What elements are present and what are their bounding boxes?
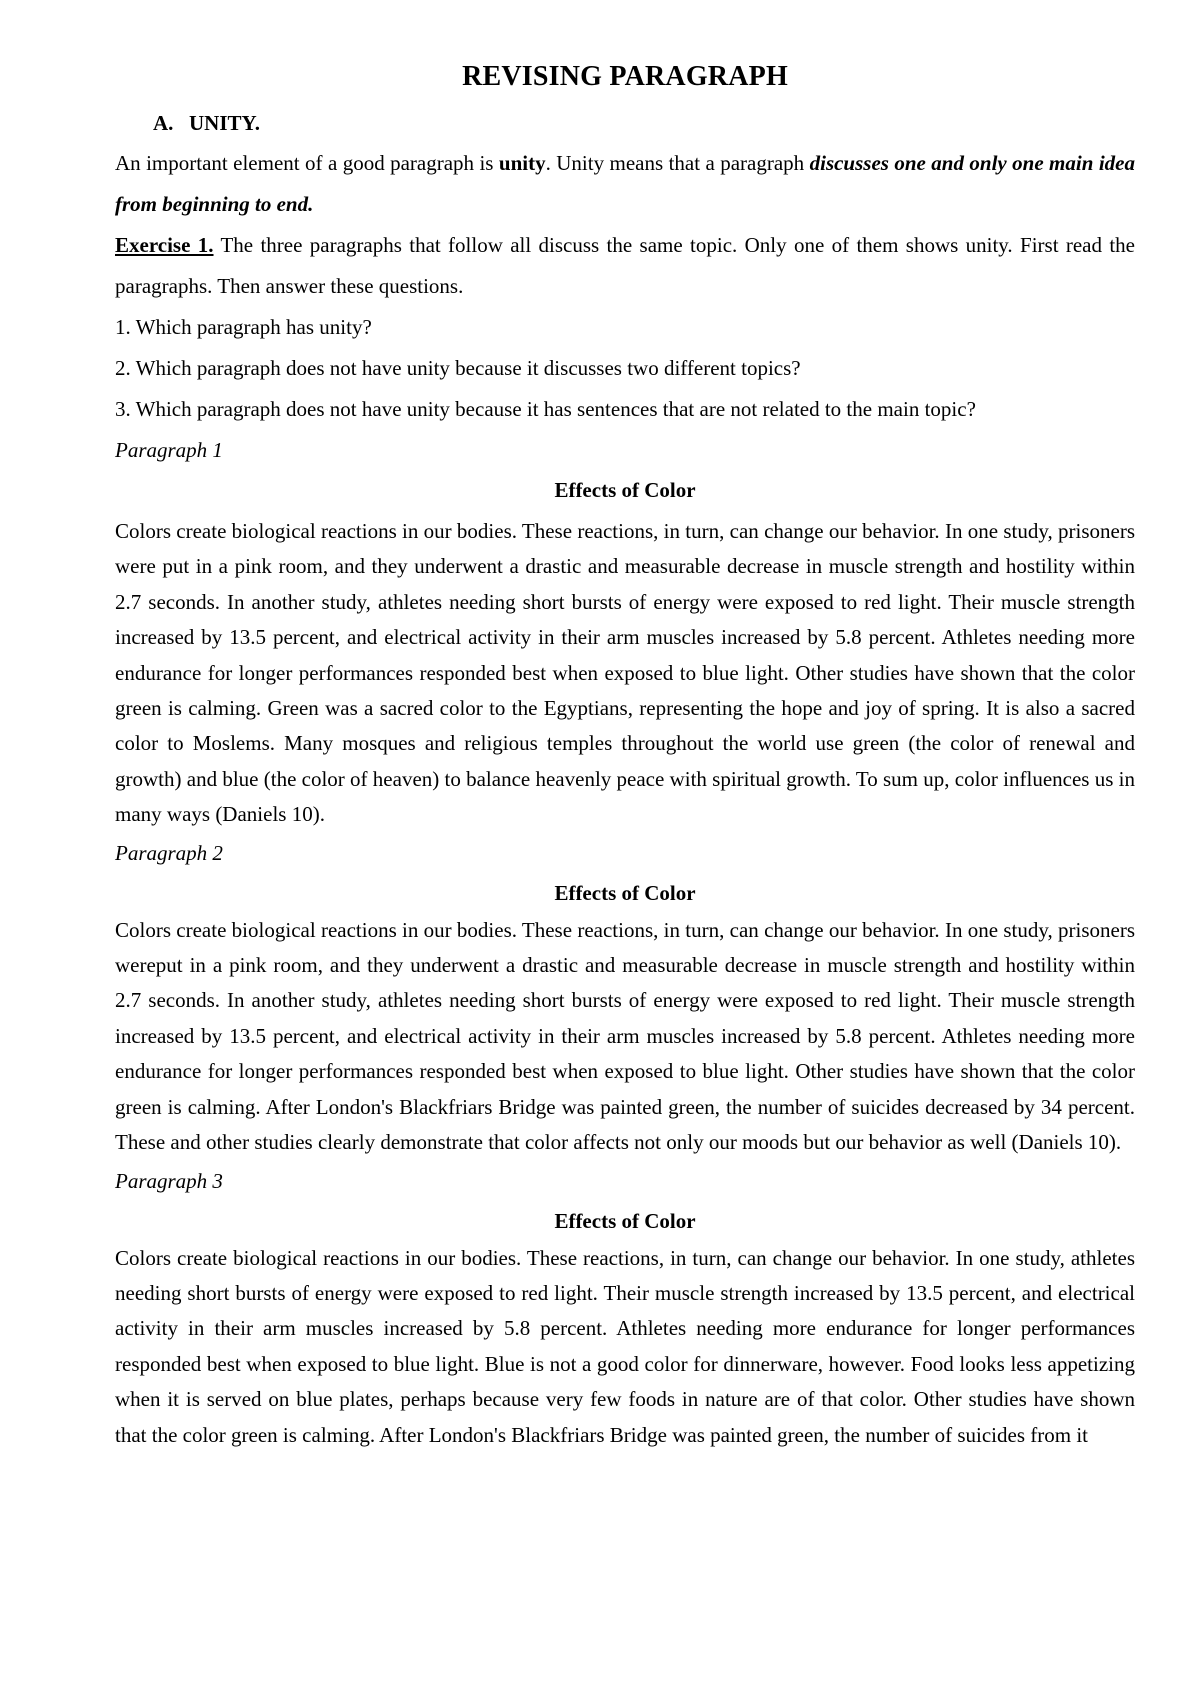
paragraph-1-heading: Effects of Color (554, 478, 696, 502)
question-1: 1. Which paragraph has unity? (115, 315, 372, 339)
intro-text-1: An important element of a good paragraph is (115, 151, 499, 175)
section-heading (115, 103, 1135, 143)
page-title: REVISING PARAGRAPH (462, 61, 788, 92)
intro-emphasis: discusses one and only one main idea from beginning to end. (115, 151, 1135, 216)
question-2: 2. Which paragraph does not have unity because it discusses two different topics? (115, 356, 801, 380)
paragraph-3-text: Colors create biological reactions in our bodies. These reactions, in turn, can change our behavior. In one study, athletes needing short bursts of energy were exposed to red light. Their muscle strength increased by 13.5 percent, and electrical activity in their arm muscles increased by 5.8 percent. Athletes needing more endurance for longer performances responded best when exposed to blue light. Blue is not a good color for dinnerware, however. Food looks less appetizing when it is served on blue plates, perhaps because very few foods in nature are of that color. Other studies have shown that the color green is calming. After London's Blackfriars Bridge was painted green, the number of suicides from it (115, 1245, 1135, 1447)
intro-text-2: . Unity means that a paragraph (545, 151, 810, 175)
exercise-text: The three paragraphs that follow all discuss the same topic. Only one of them shows unity. First read the paragraphs. Then answer these questions. (115, 233, 1135, 298)
document-content (115, 55, 1135, 1453)
intro-bold-word: unity (498, 151, 546, 175)
paragraph-3-heading: Effects of Color (554, 1208, 696, 1233)
exercise-instructions (115, 225, 1135, 307)
paragraph-1-label: Paragraph 1 (115, 438, 223, 462)
question-3: 3. Which paragraph does not have unity because it has sentences that are not related to the main topic? (115, 397, 976, 421)
exercise-label: Exercise 1. (115, 233, 214, 257)
intro-paragraph (115, 143, 1135, 225)
paragraph-2-text: Colors create biological reactions in our bodies. These reactions, in turn, can change our behavior. In one study, prisoners wereput in a pink room, and they underwent a drastic and measurable decrease in muscle strength and hostility within 2.7 seconds. In another study, athletes needing short bursts of energy were exposed to red light. Their muscle strength increased by 13.5 percent, and electrical activity in their arm muscles increased by 5.8 percent. Athletes needing more endurance for longer performances responded best when exposed to blue light. Other studies have shown that the color green is calming. After London's Blackfriars Bridge was painted green, the number of suicides decreased by 34 percent. These and other studies clearly demonstrate that color affects not only our moods but our behavior as well (Daniels 10). (115, 917, 1135, 1155)
paragraph-2-label: Paragraph 2 (115, 840, 223, 865)
paragraph-2-heading: Effects of Color (554, 880, 696, 905)
paragraph-1-text: Colors create biological reactions in our bodies. These reactions, in turn, can change our behavior. In one study, prisoners were put in a pink room, and they underwent a drastic and measurable decrease in muscle strength and hostility within 2.7 seconds. In another study, athletes needing short bursts of energy were exposed to red light. Their muscle strength increased by 13.5 percent, and electrical activity in their arm muscles increased by 5.8 percent. Athletes needing more endurance for longer performances responded best when exposed to blue light. Other studies have shown that the color green is calming. Green was a sacred color to the Egyptians, representing the hope and joy of spring. It is also a sacred color to Moslems. Many mosques and religious temples throughout the world use green (the color of renewal and growth) and blue (the color of heaven) to balance heavenly peace with spiritual growth. To sum up, color influences us in many ways (Daniels 10). (115, 519, 1135, 827)
section-label: UNITY. (189, 111, 260, 135)
section-number: A. (153, 111, 174, 135)
paragraph-3-label: Paragraph 3 (115, 1168, 223, 1193)
